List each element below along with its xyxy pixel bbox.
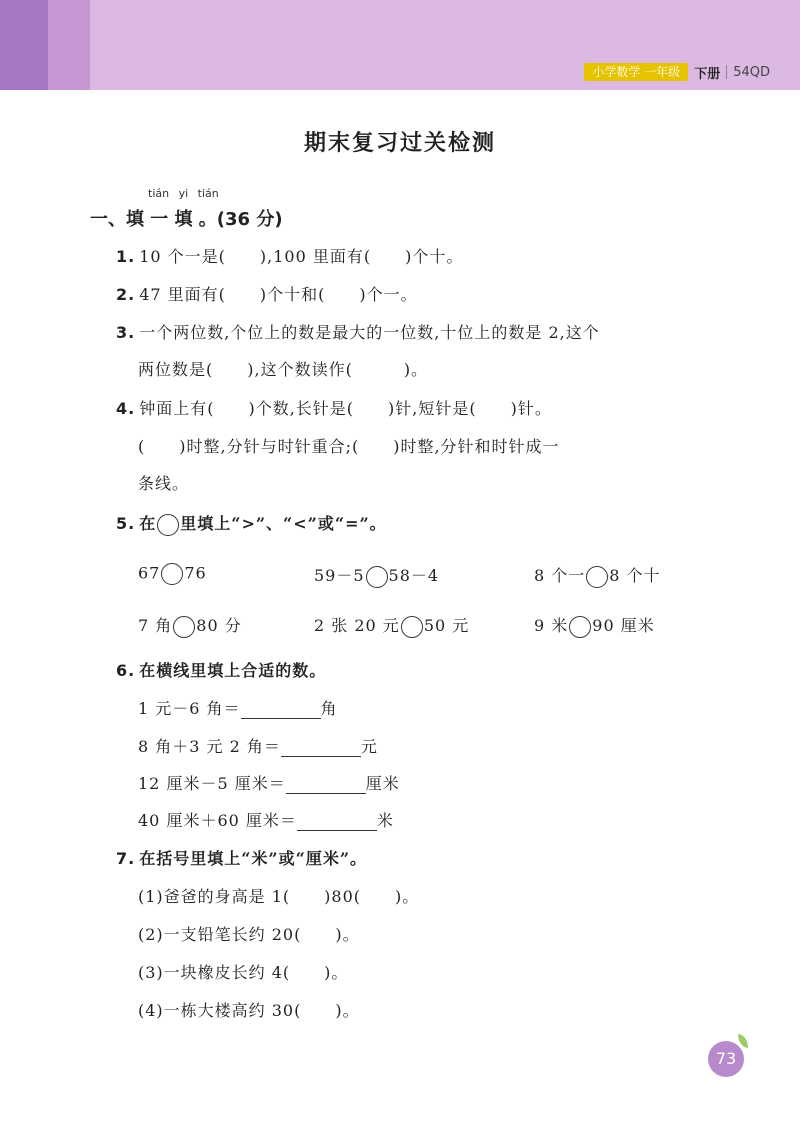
page-number: 73	[708, 1041, 744, 1077]
question-number: 5.	[116, 514, 136, 533]
compare-right: 80 分	[196, 616, 242, 635]
answer-blank[interactable]	[241, 702, 321, 719]
answer-blank[interactable]	[281, 740, 361, 757]
compare-circle-icon[interactable]	[569, 616, 591, 638]
section-heading: 一、填 一 填 。(36 分)	[90, 209, 283, 230]
compare-item	[138, 563, 207, 585]
compare-left: 9 米	[534, 616, 569, 635]
fill-unit: 米	[376, 811, 394, 830]
compare-right: 76	[184, 563, 207, 583]
question-number: 4.	[116, 399, 136, 418]
fill-expression: 8 角＋3 元 2 角＝	[138, 737, 281, 756]
page-title: 期末复习过关检测	[303, 131, 496, 156]
unit-item: (4)一栋大楼高约 30( )。	[138, 1001, 360, 1020]
question-5	[116, 511, 387, 536]
fill-expression: 12 厘米－5 厘米＝	[138, 774, 286, 793]
question-number: 7.	[116, 849, 136, 868]
question-2	[116, 282, 418, 305]
compare-circle-icon[interactable]	[401, 616, 423, 638]
question-number: 3.	[116, 323, 136, 342]
question-text: 一个两位数,个位上的数是最大的一位数,十位上的数是 2,这个	[139, 323, 600, 342]
compare-left: 8 个一	[534, 566, 586, 585]
compare-item	[138, 613, 242, 638]
fill-item	[138, 734, 378, 757]
fill-expression: 40 厘米＋60 厘米＝	[138, 811, 297, 830]
compare-right: 58－4	[388, 566, 440, 585]
question-text: 10 个一是( ),100 里面有( )个十。	[139, 247, 464, 266]
leaf-icon	[738, 1034, 748, 1048]
compare-left: 67	[138, 563, 161, 583]
question-text: 在括号里填上“米”或“厘米”。	[139, 849, 368, 868]
question-text: 在横线里填上合适的数。	[139, 661, 327, 680]
fill-unit: 角	[320, 699, 338, 718]
question-7	[116, 846, 367, 869]
question-number: 1.	[116, 247, 136, 266]
header-info	[584, 62, 770, 82]
question-4-line-2: ( )时整,分针与时针重合;( )时整,分针和时针成一	[138, 437, 560, 456]
question-text: 里填上“>”、“<”或“=”。	[180, 514, 387, 533]
compare-item	[534, 563, 661, 588]
fill-item	[138, 808, 394, 831]
edition-code: 54QD	[733, 64, 770, 80]
fill-item	[138, 771, 400, 794]
compare-circle-icon	[157, 514, 179, 536]
header-stripe-dark	[0, 0, 48, 90]
unit-item: (1)爸爸的身高是 1( )80( )。	[138, 887, 420, 906]
header-stripe-light	[48, 0, 90, 90]
compare-left: 2 张 20 元	[314, 616, 400, 635]
answer-blank[interactable]	[286, 777, 366, 794]
volume-label: 下册	[694, 66, 721, 82]
compare-right: 50 元	[423, 616, 470, 635]
question-number: 6.	[116, 661, 136, 680]
answer-blank[interactable]	[297, 814, 377, 831]
question-3	[116, 320, 600, 343]
fill-unit: 元	[360, 737, 378, 756]
page-header	[0, 0, 800, 90]
question-text: 47 里面有( )个十和( )个一。	[139, 285, 418, 304]
subject-pill: 小学数学 一年级	[584, 63, 688, 81]
compare-item	[314, 613, 469, 638]
compare-left: 7 角	[138, 616, 173, 635]
question-1	[116, 244, 463, 267]
compare-item	[314, 563, 439, 588]
compare-left: 59－5	[314, 566, 365, 585]
question-4-line-3: 条线。	[138, 474, 190, 493]
compare-right: 90 厘米	[592, 616, 655, 635]
header-divider	[726, 65, 727, 79]
unit-item: (3)一块橡皮长约 4( )。	[138, 963, 349, 982]
unit-item: (2)一支铅笔长约 20( )。	[138, 925, 360, 944]
question-4	[116, 396, 552, 419]
question-3-line-2: 两位数是( ),这个数读作( )。	[138, 360, 429, 379]
compare-circle-icon[interactable]	[161, 563, 183, 585]
fill-unit: 厘米	[365, 774, 400, 793]
question-text: 在	[139, 514, 157, 533]
section-pinyin: tián yi tián	[148, 187, 219, 200]
question-text: 钟面上有( )个数,长针是( )针,短针是( )针。	[139, 399, 552, 418]
fill-expression: 1 元－6 角＝	[138, 699, 241, 718]
compare-right: 8 个十	[609, 566, 661, 585]
compare-circle-icon[interactable]	[366, 566, 388, 588]
question-number: 2.	[116, 285, 136, 304]
compare-circle-icon[interactable]	[173, 616, 195, 638]
fill-item	[138, 696, 338, 719]
compare-item	[534, 613, 655, 638]
compare-circle-icon[interactable]	[586, 566, 608, 588]
question-6	[116, 658, 326, 681]
